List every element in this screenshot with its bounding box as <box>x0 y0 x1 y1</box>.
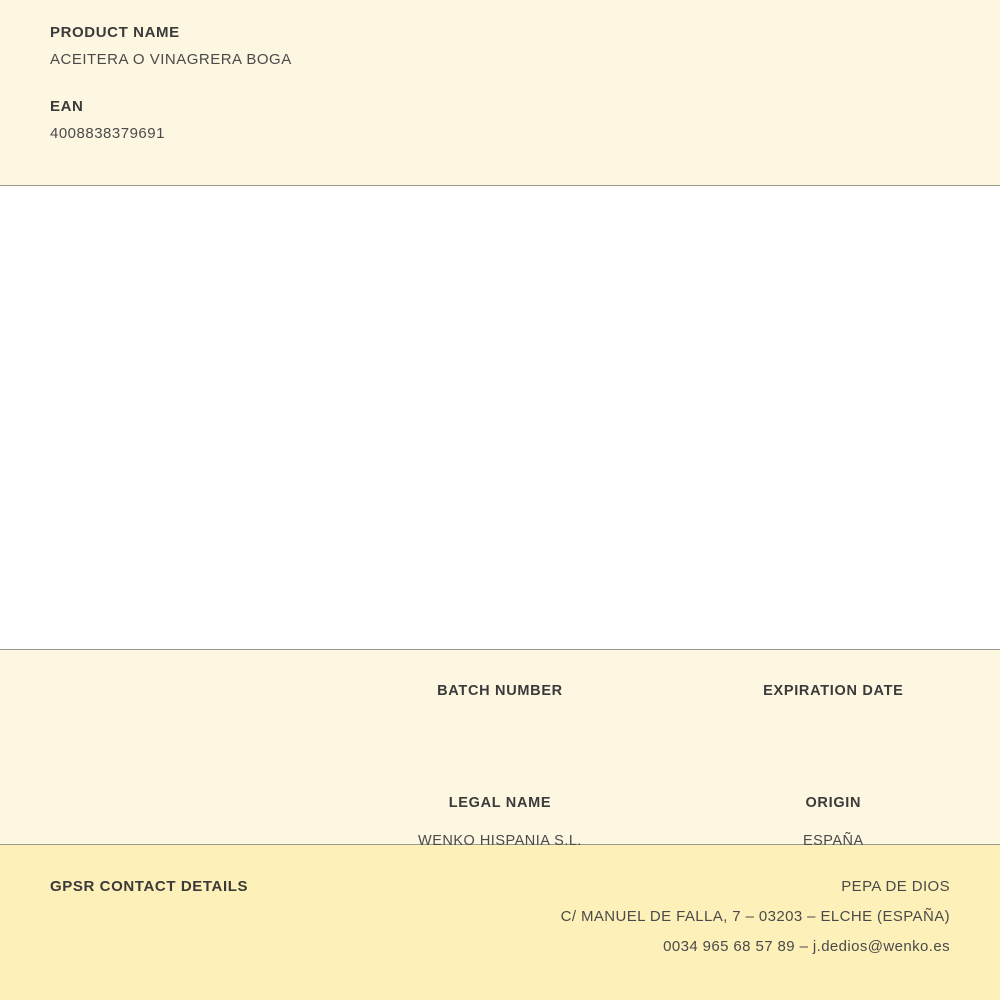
contact-address: C/ MANUEL DE FALLA, 7 – 03203 – ELCHE (ESPAÑA) <box>560 908 950 925</box>
contact-name: PEPA DE DIOS <box>841 878 950 895</box>
gpsr-contact-details <box>561 878 950 955</box>
product-image-area <box>0 186 1000 650</box>
details-spacer-left-2 <box>0 795 333 850</box>
header-section <box>0 0 1000 186</box>
details-row-batch <box>0 650 1000 738</box>
footer-section <box>0 845 1000 1000</box>
details-spacer-left <box>0 683 333 738</box>
expiration-date-label: EXPIRATION DATE <box>763 683 904 699</box>
expiration-date-field <box>667 683 1000 738</box>
origin-label: ORIGIN <box>805 795 862 811</box>
contact-phone-email: 0034 965 68 57 89 – j.dedios@wenko.es <box>663 938 950 955</box>
batch-number-label: BATCH NUMBER <box>437 683 563 699</box>
legal-name-label: LEGAL NAME <box>448 795 552 811</box>
legal-name-value: WENKO HISPANIA S.L. <box>418 833 582 849</box>
origin-field <box>667 795 1000 850</box>
ean-field <box>50 98 950 142</box>
batch-number-value <box>333 721 666 738</box>
legal-name-field <box>333 795 666 850</box>
details-section <box>0 650 1000 849</box>
product-name-field <box>50 24 950 68</box>
ean-label: EAN <box>50 98 84 115</box>
origin-value: ESPAÑA <box>802 833 864 849</box>
details-row-legal <box>0 738 1000 850</box>
product-name-label: PRODUCT NAME <box>50 24 180 41</box>
gpsr-contact-label: GPSR CONTACT DETAILS <box>50 878 249 895</box>
batch-number-field <box>333 683 666 738</box>
expiration-date-value <box>667 721 1000 738</box>
product-name-value: ACEITERA O VINAGRERA BOGA <box>50 51 292 68</box>
ean-value: 4008838379691 <box>50 125 165 142</box>
